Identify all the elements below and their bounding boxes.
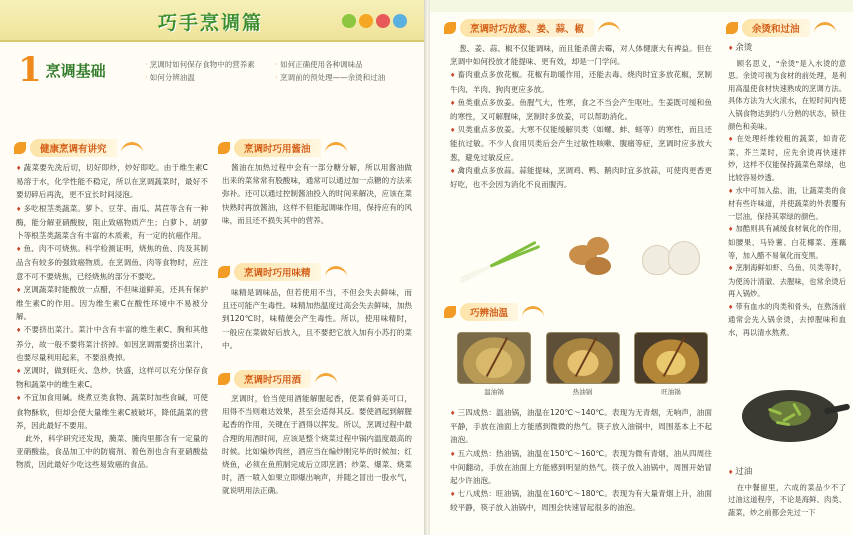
- paragraph: ♦ 鱼、肉不可烧焦。科学检测证明，烧焦的鱼、肉及其制品含有较多的强致癌物质。在烹调鱼、肉等食物时，应注意不可不要烧焦，已经烧焦的部分不要吃。: [16, 242, 208, 283]
- paragraph: ♦ 畜肉重点多放花椒。花椒有助暖作用，还能去毒。烧肉时宜多放花椒，烹制牛肉、羊肉、狗肉更应多放。: [450, 68, 712, 95]
- paragraph: ♦ 不宜加食用碱。烧煮豆类食物、蔬菜时加些食碱，可使食物酥软，但却会使大量维生素C被破坏，降低蔬菜的营养，因此最好不要用。: [16, 391, 208, 432]
- warm-oil-pan-image: [457, 332, 531, 384]
- scallion-image: [458, 231, 548, 287]
- section-heading-soy: [218, 138, 347, 158]
- leaf-icon: [726, 22, 738, 34]
- pan-card-very-hot: [632, 332, 710, 398]
- section-title: 巧辨油温: [460, 303, 518, 321]
- paragraph: ♦ 蔬菜要先洗后切，切好即炒，炒好即吃。由于维生素C易溶于水，化学性能不稳定，所以在烹调蔬菜时，最好不要切碎后再洗，更不宜长时间浸泡。: [16, 161, 208, 202]
- section-heading-msg: [218, 262, 347, 282]
- paragraph: 味精是调味品，但若使用不当，不但会失去鲜味，而且还可能产生毒性。味精加热温度过高会失去鲜味，加热到120℃时，味精便会产生毒性。所以，使用味精时，一般应在菜做好后放入，且不要把它放入加有小苏打的菜中。: [222, 288, 412, 350]
- arc-decoration: [315, 373, 337, 385]
- arc-decoration: [814, 22, 836, 34]
- garlic-image: [638, 231, 708, 287]
- pan-label: 温油锅: [484, 388, 504, 396]
- paragraph: 在中餐留里，六成的菜品少不了过油这道程序，不论是海鲜、肉类、蔬菜，炒之前都会先过一下: [728, 482, 846, 517]
- soy-column: [222, 161, 412, 227]
- paragraph: ♦ 禽肉重点多放蒜。蒜能提味，烹调鸡、鸭、鹅肉时宜多放蒜，可使肉更香更好吃，也不会因为消化不良而腹泻。: [450, 164, 712, 191]
- paragraph: ♦ 烹制海鲜如虾、乌鱼、贝类等时，为使汤汁清澈、去腥味，也常余烫后再入锅炒。: [728, 262, 846, 301]
- leaf-icon: [218, 373, 230, 385]
- paragraph: ♦ 水中可加入盐、油，让蔬菜类的食材有些许味道，并使蔬菜的外表覆有一层油，保持其翠绿的颜色。: [728, 185, 846, 224]
- leaf-icon: [14, 142, 26, 154]
- msg-column: [222, 286, 412, 352]
- arc-decoration: [598, 22, 620, 34]
- leaf-icon: [444, 306, 456, 318]
- section-heading-aromatics: [444, 18, 620, 38]
- top-strip: [430, 0, 853, 12]
- leaf-icon: [444, 22, 456, 34]
- section-title: 烹调时巧放葱、姜、蒜、椒: [460, 19, 594, 37]
- section-heading-oil-temp: [444, 302, 544, 322]
- aromatics-column: [450, 42, 712, 191]
- pan-label: 旺油锅: [661, 388, 681, 396]
- page-banner: [0, 0, 424, 42]
- very-hot-oil-pan-image: [634, 332, 708, 384]
- chapter-topics: [145, 58, 415, 84]
- paragraph: 酱油在加热过程中会有一部分糖分解，所以用酱油做出来的菜常常有股酸味，通常可以通过加一点糖的方法来弥补。还可以通过控制酱油投入的时间来解决，应该在菜快熟时再放酱油，这样不但能起调味作用，保持应有的风味，而且还不损失其中的营养。: [222, 163, 412, 225]
- aromatics-photo: [450, 228, 715, 290]
- leaf-icon: [218, 266, 230, 278]
- topic-item: · 如何正确使用各种调味品: [275, 58, 403, 71]
- section-title: 健康烹调有讲究: [30, 139, 117, 157]
- section-heading-health: [14, 138, 143, 158]
- paragraph: ♦ 烹调蔬菜时能酸放一点醋，不但味道鲜美，还具有保护维生素C的作用。因为维生素C在酸性环境中不易被分解。: [16, 283, 208, 324]
- paragraph: ♦ 不要挤出菜汁。菜汁中含有丰富的维生素C、胸和其他养分，故一般不要将菜汁挤掉。如因烹调需要挤出菜汁，也要尽量利用起来，不要浪费掉。: [16, 323, 208, 364]
- paragraph: ♦ 加酷则具有减缓食材氧化的作用，如腰果、马铃薯、白花椰菜、莲藕等，加入醋不易氧化而变黑。: [728, 223, 846, 262]
- hot-oil-pan-image: [546, 332, 620, 384]
- chapter-number: 1: [18, 50, 42, 90]
- paragraph: ♦ 贝类重点多放姜。大寒不仅能缓解贝类（如螺、蚌、蛏等）的寒性，而且还能抗过敏。不少人食用贝类后会产生过敏性咳嗽、腹痛等症，烹调时应多放大葱，避免过敏反应。: [450, 123, 712, 164]
- topic-item: · 烹调时如何保存食物中的营养素: [145, 58, 273, 71]
- ginger-image: [563, 231, 623, 287]
- paragraph: ♦ 七八成热：旺油锅，油温在160℃～180℃。表现为有大量青烟上升，油面较平静，筷子放入油锅中，周围会快速冒起很多的油泡。: [450, 487, 712, 514]
- paragraph: ♦ 烹调时，做到旺火、急炒、快盛，这样可以充分保存食物和蔬菜中的维生素C。: [16, 364, 208, 391]
- health-column: [16, 161, 208, 472]
- banner-decoration: [342, 6, 414, 36]
- paragraph: ♦ 多吃根茎类蔬菜。萝卜、豆芽、南瓜、莴苣等含有一种酶，能分解亚硝酸胺，阻止致癌物质产生；白萝卜、胡萝卜等根茎类蔬菜含有丰富的木质素，有一定的抗癌作用。: [16, 202, 208, 243]
- section-heading-wine: [218, 369, 337, 389]
- wok-image: [738, 372, 846, 452]
- arc-decoration: [325, 142, 347, 154]
- right-page: [430, 0, 853, 535]
- paragraph: 此外，科学研究还发现，腌菜、腌肉里都含有一定量的亚硝酸盐，食品加工中的防腐剂、着色剂也含有亚硝酸盐物质，因此最好少吃这些易致癌的食品。: [16, 434, 208, 470]
- blanch-column: [728, 42, 846, 340]
- oil-temp-column: [450, 406, 712, 515]
- section-heading-blanch: [726, 18, 836, 38]
- subheading: ♦ 余烫: [728, 42, 846, 56]
- paragraph: ♦ 带有血水的肉类和骨头，在熬汤前通常会先入锅余烫，去掉腥味和血水，再以清水熬煮。: [728, 301, 846, 340]
- section-title: 烹调时巧用酱油: [234, 139, 321, 157]
- chapter-title: 烹调基础: [45, 61, 106, 80]
- section-title: 烹调时巧用酒: [234, 370, 311, 388]
- arc-decoration: [121, 142, 143, 154]
- pan-card-warm: [455, 332, 533, 398]
- chapter-heading: [18, 52, 106, 88]
- paragraph: ♦ 鱼类重点多放姜。鱼腥气大，性寒，食之不当会产生呕吐。生姜既可缓和鱼的寒性，又可解腥味，烹制时多放姜，可以帮助消化。: [450, 96, 712, 123]
- topic-item: · 如何分辨油温: [145, 71, 273, 84]
- paragraph: 葱、姜、蒜、椒不仅能调味，而且能杀菌去霉，对人体健康大有裨益。但在烹调中如何投放才能提味、更有效，却是一门学问。: [450, 44, 712, 67]
- paragraph: 顾名思义，"余烫"是入水烫的意思。余烫可视为食材的前处理，是利用高温使食材快速熟成的烹调方法。具体方法为大火滚水，在短时间内使入锅食物达到约八分熟的状态，锁住颜色和美味。: [728, 58, 846, 131]
- paragraph: ♦ 五六成热：热油锅，油温在150℃～160℃。表现为微有青烟，油从四周往中间翻动，手放在油面上方能感到明显的热气。筷子放入油锅中，周围开始冒起少许油泡。: [450, 447, 712, 488]
- banner-title: 巧手烹调篇: [158, 12, 264, 34]
- section-title: 余烫和过油: [742, 19, 810, 37]
- pan-card-hot: [544, 332, 622, 398]
- wine-column: [222, 392, 412, 498]
- paragraph: 烹调时，恰当使用酒能解腥起香，使菜肴鲜美可口，用得不当则难达效果，甚至会适得其反。要使酒起到解腥起香的作用，关键在于酒得以挥发。所以，烹调过程中最合理的用酒时间，应该是整个烧菜过程中锅内温度最高的时候。比如煸炒肉丝，酒应当在煸炒刚完毕的时候加；红烧鱼，必须在鱼煎制完成后立即烹酒；炒菜、爆菜、烧菜时，酒一喷入如果立即爆出响声，并随之冒出一股水气，就说明用法正确。: [222, 394, 412, 496]
- section-title: 烹调时巧用味精: [234, 263, 321, 281]
- oil-pass-column: [728, 466, 846, 519]
- pan-label: 热油锅: [572, 388, 593, 396]
- left-page: [0, 0, 424, 535]
- paragraph: ♦ 三四成热：温油锅，油温在120℃～140℃。表现为无青烟，无响声，油面平静，手放在油面上方能感到微微的热气。筷子放入油锅中，周围基本上不起油泡。: [450, 406, 712, 447]
- arc-decoration: [325, 266, 347, 278]
- leaf-icon: [218, 142, 230, 154]
- subheading: ♦ 过油: [728, 466, 846, 480]
- oil-temp-photos: [455, 332, 710, 398]
- arc-decoration: [522, 306, 544, 318]
- paragraph: ♦ 在处理纤维较粗的蔬菜，如青花菜、芥兰菜时，应先余烫再快速拌炒，这样不仅能保持蔬菜色翠绿，也比较容易炒透。: [728, 133, 846, 184]
- topic-item: · 烹调前的预处理——余烫和过油: [275, 71, 403, 84]
